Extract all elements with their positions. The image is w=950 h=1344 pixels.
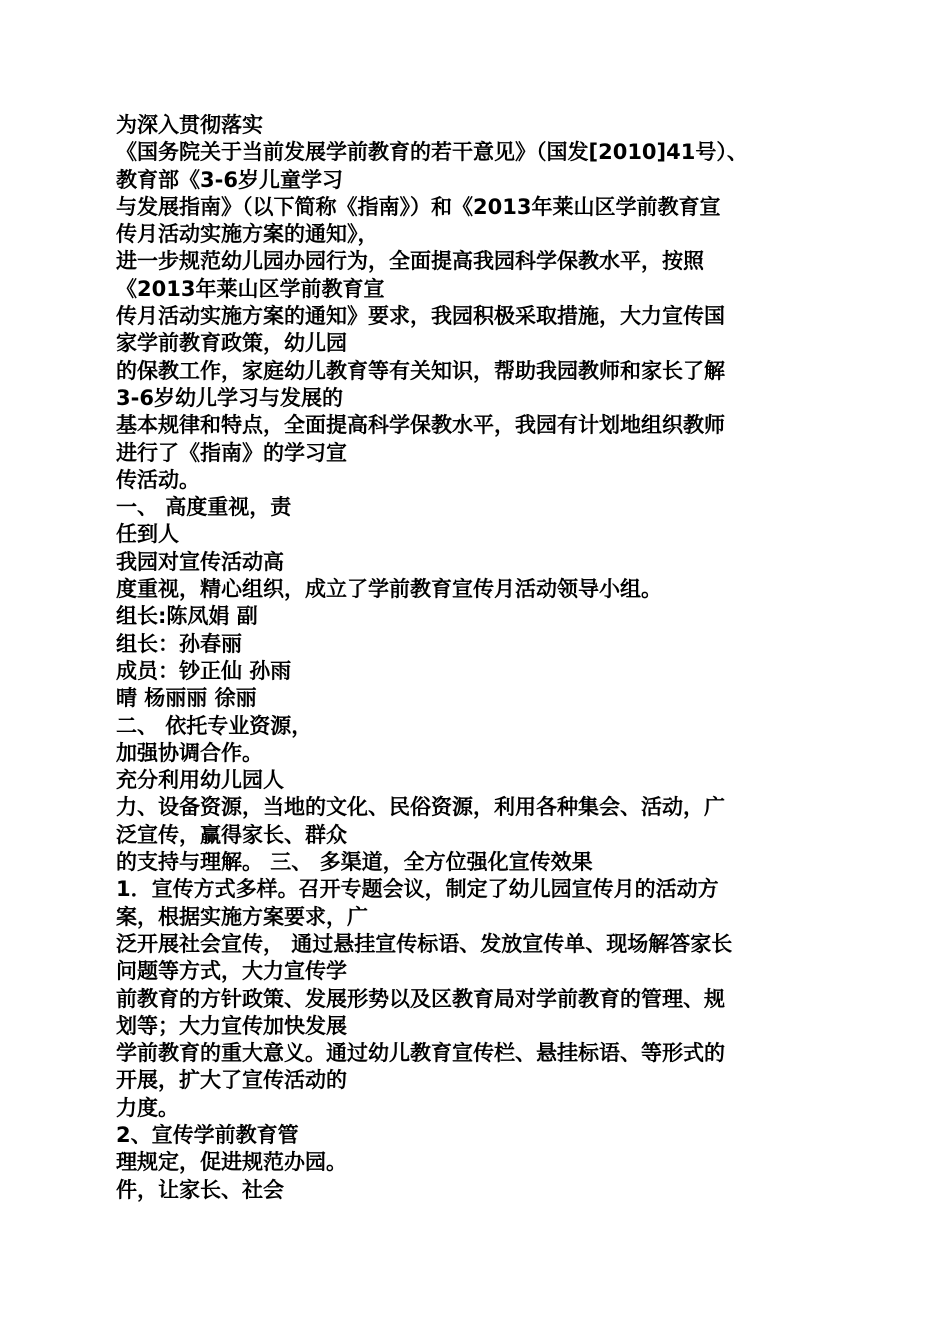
text-line: 一、 高度重视，责 (116, 495, 292, 520)
text-line: 理规定，促进规范办园。 (116, 1150, 347, 1175)
text-line: 加强协调合作。 (116, 740, 263, 765)
text-line: 组长：孙春丽 (116, 631, 242, 656)
text-line: 件，让家长、社会 (116, 1177, 284, 1202)
document-body (116, 112, 836, 1204)
text-line: 3-6岁幼儿学习与发展的 (116, 385, 343, 410)
text-line: 传月活动实施方案的通知》要求，我园积极采取措施，大力宣传国 (116, 304, 725, 329)
text-line: 1．宣传方式多样。召开专题会议，制定了幼儿园宣传月的活动方 (116, 877, 719, 902)
text-line: 学前教育的重大意义。通过幼儿教育宣传栏、悬挂标语、等形式的 (116, 1041, 725, 1066)
text-line: 家学前教育政策，幼儿园 (116, 331, 347, 356)
text-line: 基本规律和特点，全面提高科学保教水平，我园有计划地组织教师 (116, 413, 725, 438)
text-line: 任到人 (116, 522, 179, 547)
text-line: 组长:陈凤娟 副 (116, 604, 258, 629)
text-line: 晴 杨丽丽 徐丽 (116, 686, 257, 711)
text-line: 2、宣传学前教育管 (116, 1122, 299, 1147)
text-line: 与发展指南》（以下简称《指南》）和《2013年莱山区学前教育宣 (116, 194, 721, 219)
text-line: 传活动。 (116, 467, 200, 492)
text-line: 二、 依托专业资源， (116, 713, 313, 738)
text-line: 开展，扩大了宣传活动的 (116, 1068, 347, 1093)
text-line: 度重视，精心组织，成立了学前教育宣传月活动领导小组。 (116, 577, 662, 602)
text-line: 问题等方式，大力宣传学 (116, 959, 347, 984)
text-line: 《国务院关于当前发展学前教育的若干意见》（国发[2010]41号）、 (116, 140, 748, 165)
text-line: 为深入贯彻落实 (116, 113, 263, 137)
text-line: 《2013年莱山区学前教育宣 (116, 276, 385, 301)
text-line: 力、设备资源，当地的文化、民俗资源，利用各种集会、活动，广 (116, 795, 725, 820)
text-line: 成员：钞正仙 孙雨 (116, 658, 292, 683)
text-line: 的保教工作，家庭幼儿教育等有关知识，帮助我园教师和家长了解 (116, 358, 725, 383)
text-line: 的支持与理解。 三、 多渠道，全方位强化宣传效果 (116, 850, 593, 875)
text-line: 泛宣传，赢得家长、群众 (116, 822, 347, 847)
text-line: 传月活动实施方案的通知》， (116, 222, 379, 247)
text-line: 教育部《3-6岁儿童学习 (116, 167, 343, 192)
text-line: 我园对宣传活动高 (116, 549, 284, 574)
text-line: 力度。 (116, 1095, 179, 1120)
text-line: 充分利用幼儿园人 (116, 768, 284, 793)
text-line: 案，根据实施方案要求，广 (116, 904, 368, 929)
text-line: 划等；大力宣传加快发展 (116, 1013, 347, 1038)
text-line: 进一步规范幼儿园办园行为，全面提高我园科学保教水平，按照 (116, 249, 704, 274)
text-line: 泛开展社会宣传， 通过悬挂宣传标语、发放宣传单、现场解答家长 (116, 931, 733, 956)
text-line: 前教育的方针政策、发展形势以及区教育局对学前教育的管理、规 (116, 986, 725, 1011)
text-line: 进行了《指南》的学习宣 (116, 440, 347, 465)
